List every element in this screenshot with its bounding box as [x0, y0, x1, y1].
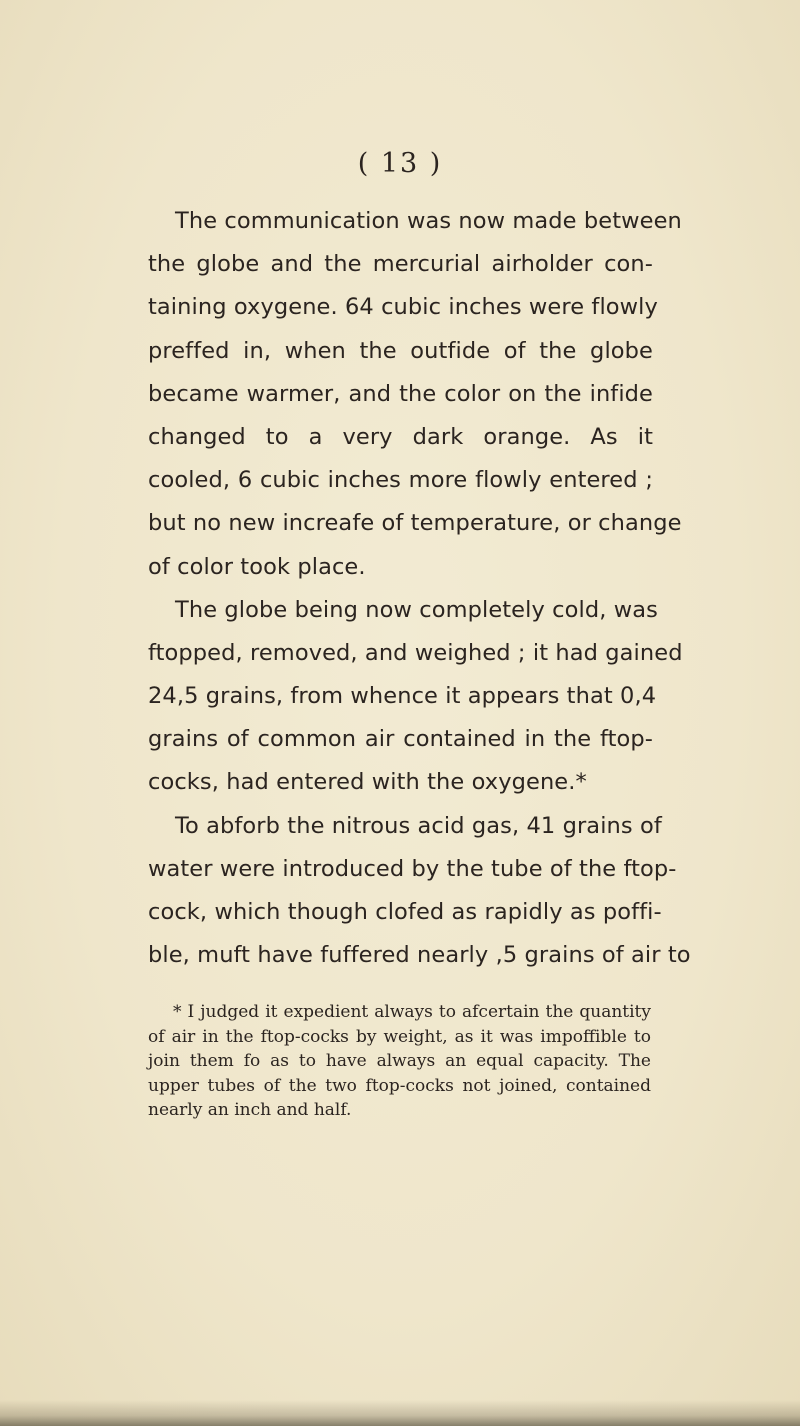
text-line: To abforb the nitrous acid gas, 41 grains of [175, 812, 662, 839]
footnote-line: upper tubes of the two ftop-cocks not joined, contained [148, 1075, 651, 1096]
text-line: cooled, 6 cubic inches more flowly entered ; [148, 467, 653, 494]
footnote-line: nearly an inch and half. [148, 1100, 352, 1121]
text-line: cock, which though clofed as rapidly as poffi- [148, 899, 662, 925]
footnote-line: join them fo as to have always an equal capacity. The [148, 1051, 651, 1072]
text-line: changed to a very dark orange. As it [148, 423, 653, 450]
text-line: 24,5 grains, from whence it appears that 0,4 [148, 683, 657, 710]
text-line: cocks, had entered with the oxygene.* [148, 769, 587, 796]
text-line: of color took place. [148, 553, 366, 580]
text-line: ftopped, removed, and weighed ; it had gained [148, 639, 683, 666]
text-line: became warmer, and the color on the infide [148, 380, 653, 407]
footnote [148, 1000, 651, 1123]
text-line: The globe being now completely cold, was [175, 596, 658, 623]
text-line: The communication was now made between [175, 208, 682, 234]
text-line: grains of common air contained in the ftop- [148, 726, 653, 753]
text-line: the globe and the mercurial airholder con- [148, 251, 653, 278]
text-line: but no new increafe of temperature, or change [148, 510, 682, 537]
footnote-line: of air in the ftop-cocks by weight, as it was impoffible to [148, 1026, 651, 1047]
page-number: ( 13 ) [357, 148, 443, 179]
text-line: ble, muft have fuffered nearly ,5 grains of air to [148, 942, 691, 969]
page-bottom-edge [0, 1400, 800, 1426]
text-line: taining oxygene. 64 cubic inches were flowly [148, 294, 658, 321]
text-line: preffed in, when the outfide of the globe [148, 337, 653, 364]
body-text [148, 200, 691, 977]
text-line: water were introduced by the tube of the ftop- [148, 855, 677, 882]
footnote-line: * I judged it expedient always to afcertain the quantity [173, 1002, 651, 1022]
